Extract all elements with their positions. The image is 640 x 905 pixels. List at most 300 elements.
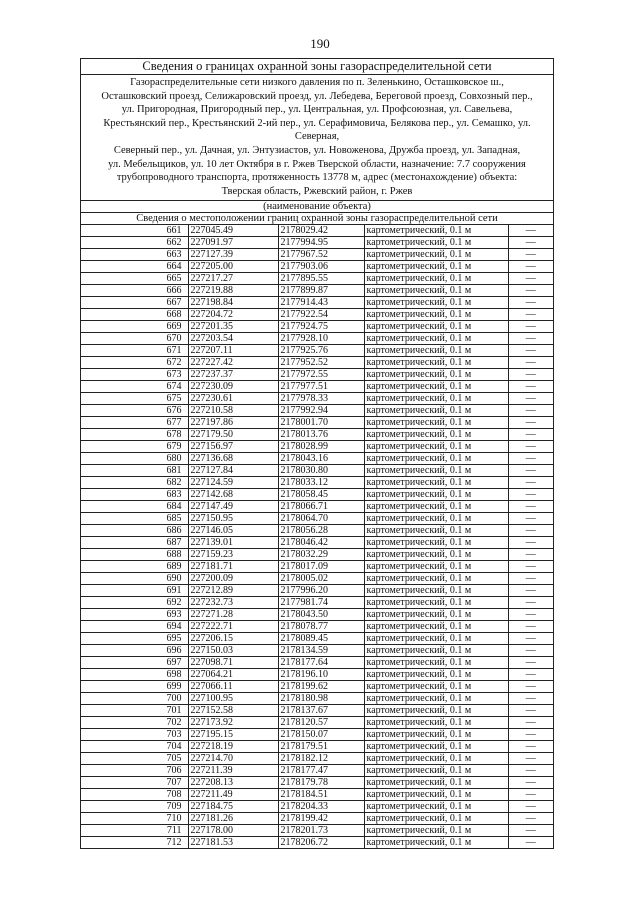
- point-number-cell: 697: [81, 657, 188, 669]
- error-mark-cell: —: [525, 837, 536, 849]
- method-accuracy-cell: картометрический, 0.1 м: [364, 429, 508, 441]
- error-mark-cell: —: [508, 225, 553, 237]
- x-coordinate-cell: 227139.01: [188, 537, 278, 549]
- y-coordinate-cell: 2178180.98: [278, 693, 364, 705]
- method-accuracy-cell: картометрический, 0.1 м: [364, 453, 508, 465]
- point-number-cell: 666: [81, 285, 188, 297]
- page-number: 190: [310, 36, 330, 51]
- table-row: [81, 405, 553, 417]
- table-row: [81, 393, 553, 405]
- error-mark-cell: —: [508, 705, 553, 717]
- y-coordinate-cell: 2177914.43: [278, 297, 364, 309]
- method-accuracy-cell: картометрический, 0.1 м: [364, 633, 508, 645]
- point-number-cell: 674: [81, 381, 188, 393]
- error-mark-cell: —: [508, 813, 553, 825]
- error-mark-cell: —: [508, 717, 553, 729]
- location-heading: Сведения о местоположении границ охранной зоны газораспределительной сети: [81, 213, 553, 225]
- table-row: [81, 645, 553, 657]
- table-row: [81, 621, 553, 633]
- x-coordinate-cell: 227127.84: [188, 465, 278, 477]
- document-table: [80, 58, 554, 849]
- error-mark-cell: —: [508, 357, 553, 369]
- y-coordinate-cell: 2178137.67: [278, 705, 364, 717]
- x-coordinate-cell: 227206.15: [188, 633, 278, 645]
- error-mark-cell: —: [508, 321, 553, 333]
- x-coordinate-cell: 227271.28: [188, 609, 278, 621]
- error-mark-cell: —: [508, 297, 553, 309]
- method-accuracy-cell: картометрический, 0.1 м: [364, 357, 508, 369]
- x-coordinate-cell: 227205.00: [188, 261, 278, 273]
- error-mark-cell: —: [508, 657, 553, 669]
- error-mark-cell: —: [508, 273, 553, 285]
- method-accuracy-cell: картометрический, 0.1 м: [364, 705, 508, 717]
- method-accuracy-cell: картометрический, 0.1 м: [364, 309, 508, 321]
- table-row: [81, 549, 553, 561]
- y-coordinate-cell: 2178184.51: [278, 789, 364, 801]
- error-mark-cell: —: [508, 381, 553, 393]
- method-accuracy-cell: картометрический, 0.1 м: [364, 573, 508, 585]
- table-row: [81, 573, 553, 585]
- y-coordinate-cell: 2178177.47: [278, 765, 364, 777]
- error-mark-cell: —: [508, 633, 553, 645]
- table-row: [81, 321, 553, 333]
- method-accuracy-cell: картометрический, 0.1 м: [364, 417, 508, 429]
- error-mark-cell: —: [508, 609, 553, 621]
- y-coordinate-cell: 2178046.42: [278, 537, 364, 549]
- method-accuracy-cell: картометрический, 0.1 м: [364, 393, 508, 405]
- method-accuracy-cell: картометрический, 0.1 м: [364, 825, 508, 837]
- x-coordinate-cell: 227219.88: [188, 285, 278, 297]
- y-coordinate-cell: 2177928.10: [278, 333, 364, 345]
- x-coordinate-cell: 227230.09: [188, 381, 278, 393]
- point-number-cell: 664: [81, 261, 188, 273]
- error-mark-cell: —: [508, 453, 553, 465]
- y-coordinate-cell: 2178013.76: [278, 429, 364, 441]
- method-accuracy-cell: картометрический, 0.1 м: [364, 501, 508, 513]
- point-number-cell: 690: [81, 573, 188, 585]
- point-number-cell: 678: [81, 429, 188, 441]
- coordinates-table-body: [81, 225, 553, 848]
- y-coordinate-cell: 2177996.20: [278, 585, 364, 597]
- point-number-cell: 708: [81, 789, 188, 801]
- method-accuracy-cell: картометрический, 0.1 м: [364, 369, 508, 381]
- table-row: [81, 669, 553, 681]
- point-number-cell: 662: [81, 237, 188, 249]
- y-coordinate-cell: 2178028.99: [278, 441, 364, 453]
- error-mark-cell: —: [508, 681, 553, 693]
- table-row: [81, 741, 553, 753]
- error-mark-cell: —: [508, 525, 553, 537]
- method-accuracy-cell: картометрический, 0.1 м: [364, 837, 508, 849]
- error-mark-cell: —: [508, 561, 553, 573]
- error-mark-cell: —: [508, 489, 553, 501]
- table-row: [81, 237, 553, 249]
- error-mark-cell: —: [508, 621, 553, 633]
- description-line: Северный пер., ул. Дачная, ул. Энтузиастов, ул. Новоженова, Дружба проезд, ул. Западная,: [113, 144, 521, 156]
- table-row: [81, 453, 553, 465]
- table-row: [81, 705, 553, 717]
- x-coordinate-cell: 227232.73: [188, 597, 278, 609]
- x-coordinate-cell: 227195.15: [188, 729, 278, 741]
- x-coordinate-cell: 227181.53: [188, 837, 278, 849]
- x-coordinate-cell: 227150.03: [188, 645, 278, 657]
- table-row: [81, 801, 553, 813]
- point-number-cell: 702: [81, 717, 188, 729]
- x-coordinate-cell: 227181.71: [188, 561, 278, 573]
- point-number-cell: 693: [81, 609, 188, 621]
- error-mark-cell: —: [508, 741, 553, 753]
- method-accuracy-cell: картометрический, 0.1 м: [364, 549, 508, 561]
- method-accuracy-cell: картометрический, 0.1 м: [364, 597, 508, 609]
- x-coordinate-cell: 227064.21: [188, 669, 278, 681]
- y-coordinate-cell: 2177952.52: [278, 357, 364, 369]
- x-coordinate-cell: 227207.11: [188, 345, 278, 357]
- point-number-cell: 705: [81, 753, 188, 765]
- point-number-cell: 701: [81, 705, 188, 717]
- method-accuracy-cell: картометрический, 0.1 м: [364, 345, 508, 357]
- x-coordinate-cell: 227218.19: [188, 741, 278, 753]
- y-coordinate-cell: 2178206.72: [278, 837, 364, 849]
- y-coordinate-cell: 2177967.52: [278, 249, 364, 261]
- point-number-cell: 704: [81, 741, 188, 753]
- error-mark-cell: —: [508, 333, 553, 345]
- point-number-cell: 682: [81, 477, 188, 489]
- y-coordinate-cell: 2178066.71: [278, 501, 364, 513]
- y-coordinate-cell: 2177922.54: [278, 309, 364, 321]
- point-number-cell: 710: [81, 813, 188, 825]
- error-mark-cell: —: [508, 465, 553, 477]
- x-coordinate-cell: 227212.89: [188, 585, 278, 597]
- x-coordinate-cell: 227214.70: [188, 753, 278, 765]
- point-number-cell: 711: [81, 825, 188, 837]
- error-mark-cell: —: [508, 309, 553, 321]
- method-accuracy-cell: картометрический, 0.1 м: [364, 261, 508, 273]
- y-coordinate-cell: 2178134.59: [278, 645, 364, 657]
- point-number-cell: 663: [81, 249, 188, 261]
- table-row: [81, 717, 553, 729]
- x-coordinate-cell: 227136.68: [188, 453, 278, 465]
- method-accuracy-cell: картометрический, 0.1 м: [364, 273, 508, 285]
- x-coordinate-cell: 227217.27: [188, 273, 278, 285]
- error-mark-cell: —: [508, 405, 553, 417]
- method-accuracy-cell: картометрический, 0.1 м: [364, 741, 508, 753]
- error-mark-cell: —: [508, 549, 553, 561]
- table-row: [81, 813, 553, 825]
- method-accuracy-cell: картометрический, 0.1 м: [364, 609, 508, 621]
- error-mark-cell: —: [508, 417, 553, 429]
- y-coordinate-cell: 2178177.64: [278, 657, 364, 669]
- point-number-cell: 696: [81, 645, 188, 657]
- x-coordinate-cell: 227066.11: [188, 681, 278, 693]
- y-coordinate-cell: 2177994.95: [278, 237, 364, 249]
- point-number-cell: 692: [81, 597, 188, 609]
- point-number-cell: 712: [81, 837, 188, 849]
- method-accuracy-cell: картометрический, 0.1 м: [364, 237, 508, 249]
- y-coordinate-cell: 2178204.33: [278, 801, 364, 813]
- description-line: ул. Пригородная, Пригородный пер., ул. Центральная, ул. Профсоюзная, ул. Савельева,: [121, 104, 513, 116]
- method-accuracy-cell: картометрический, 0.1 м: [364, 297, 508, 309]
- method-accuracy-cell: картометрический, 0.1 м: [364, 645, 508, 657]
- method-accuracy-cell: картометрический, 0.1 м: [364, 441, 508, 453]
- error-mark-cell: —: [508, 477, 553, 489]
- point-number-cell: 676: [81, 405, 188, 417]
- y-coordinate-cell: 2178029.42: [278, 225, 364, 237]
- y-coordinate-cell: 2178032.29: [278, 549, 364, 561]
- error-mark-cell: —: [508, 501, 553, 513]
- table-row: [81, 633, 553, 645]
- method-accuracy-cell: картометрический, 0.1 м: [364, 537, 508, 549]
- object-name-caption: (наименование объекта): [81, 201, 553, 213]
- method-accuracy-cell: картометрический, 0.1 м: [364, 777, 508, 789]
- error-mark-cell: —: [508, 441, 553, 453]
- x-coordinate-cell: 227237.37: [188, 369, 278, 381]
- point-number-cell: 686: [81, 525, 188, 537]
- point-number-cell: 703: [81, 729, 188, 741]
- error-mark-cell: —: [508, 261, 553, 273]
- y-coordinate-cell: 2178120.57: [278, 717, 364, 729]
- x-coordinate-cell: 227178.00: [188, 825, 278, 837]
- x-coordinate-cell: 227184.75: [188, 801, 278, 813]
- x-coordinate-cell: 227211.39: [188, 765, 278, 777]
- method-accuracy-cell: картометрический, 0.1 м: [364, 285, 508, 297]
- method-accuracy-cell: картометрический, 0.1 м: [364, 381, 508, 393]
- x-coordinate-cell: 227127.39: [188, 249, 278, 261]
- point-number-cell: 709: [81, 801, 188, 813]
- error-mark-cell: —: [508, 537, 553, 549]
- y-coordinate-cell: 2178001.70: [278, 417, 364, 429]
- y-coordinate-cell: 2178056.28: [278, 525, 364, 537]
- point-number-cell: 706: [81, 765, 188, 777]
- table-row: [81, 345, 553, 357]
- point-number-cell: 671: [81, 345, 188, 357]
- table-row: [81, 777, 553, 789]
- point-number-cell: 673: [81, 369, 188, 381]
- method-accuracy-cell: картометрический, 0.1 м: [364, 489, 508, 501]
- method-accuracy-cell: картометрический, 0.1 м: [364, 717, 508, 729]
- y-coordinate-cell: 2178033.12: [278, 477, 364, 489]
- point-number-cell: 699: [81, 681, 188, 693]
- table-row: [81, 369, 553, 381]
- x-coordinate-cell: 227211.49: [188, 789, 278, 801]
- x-coordinate-cell: 227222.71: [188, 621, 278, 633]
- table-row: [81, 225, 553, 237]
- document-title: Сведения о границах охранной зоны газораспределительной сети: [81, 59, 553, 75]
- point-number-cell: 680: [81, 453, 188, 465]
- table-row: [81, 489, 553, 501]
- method-accuracy-cell: картометрический, 0.1 м: [364, 477, 508, 489]
- error-mark-cell: —: [508, 765, 553, 777]
- y-coordinate-cell: 2178017.09: [278, 561, 364, 573]
- x-coordinate-cell: 227045.49: [188, 225, 278, 237]
- table-row: [81, 585, 553, 597]
- table-row: [81, 465, 553, 477]
- point-number-cell: 675: [81, 393, 188, 405]
- method-accuracy-cell: картометрический, 0.1 м: [364, 657, 508, 669]
- point-number-cell: 683: [81, 489, 188, 501]
- point-number-cell: 688: [81, 549, 188, 561]
- y-coordinate-cell: 2178064.70: [278, 513, 364, 525]
- error-mark-cell: —: [508, 753, 553, 765]
- y-coordinate-cell: 2177925.76: [278, 345, 364, 357]
- error-mark-cell: —: [508, 237, 553, 249]
- error-mark-cell: —: [508, 573, 553, 585]
- x-coordinate-cell: 227197.86: [188, 417, 278, 429]
- table-row: [81, 513, 553, 525]
- error-mark-cell: —: [508, 777, 553, 789]
- x-coordinate-cell: 227208.13: [188, 777, 278, 789]
- error-mark-cell: —: [508, 393, 553, 405]
- point-number-cell: 707: [81, 777, 188, 789]
- y-coordinate-cell: 2177899.87: [278, 285, 364, 297]
- table-row: [81, 501, 553, 513]
- method-accuracy-cell: картометрический, 0.1 м: [364, 753, 508, 765]
- description-line: трубопроводного транспорта, протяженность 13778 м, адрес (местонахождение) объекта:: [116, 172, 518, 184]
- table-row: [81, 525, 553, 537]
- x-coordinate-cell: 227181.26: [188, 813, 278, 825]
- error-mark-cell: —: [508, 729, 553, 741]
- y-coordinate-cell: 2178196.10: [278, 669, 364, 681]
- table-row: [81, 381, 553, 393]
- x-coordinate-cell: 227147.49: [188, 501, 278, 513]
- y-coordinate-cell: 2177924.75: [278, 321, 364, 333]
- error-mark-cell: —: [508, 801, 553, 813]
- table-row: [81, 837, 553, 849]
- x-coordinate-cell: 227204.72: [188, 309, 278, 321]
- table-row: [81, 561, 553, 573]
- error-mark-cell: —: [508, 285, 553, 297]
- error-mark-cell: —: [508, 345, 553, 357]
- error-mark-cell: —: [508, 369, 553, 381]
- description-line: Газораспределительные сети низкого давления по п. Зеленькино, Осташковское ш.,: [130, 77, 504, 88]
- point-number-cell: 679: [81, 441, 188, 453]
- point-number-cell: 695: [81, 633, 188, 645]
- y-coordinate-cell: 2177981.74: [278, 597, 364, 609]
- table-row: [81, 273, 553, 285]
- y-coordinate-cell: 2178043.16: [278, 453, 364, 465]
- table-row: [81, 789, 553, 801]
- method-accuracy-cell: картометрический, 0.1 м: [364, 813, 508, 825]
- method-accuracy-cell: картометрический, 0.1 м: [364, 681, 508, 693]
- table-row: [81, 537, 553, 549]
- table-row: [81, 309, 553, 321]
- method-accuracy-cell: картометрический, 0.1 м: [364, 321, 508, 333]
- y-coordinate-cell: 2178199.42: [278, 813, 364, 825]
- method-accuracy-cell: картометрический, 0.1 м: [364, 333, 508, 345]
- error-mark-cell: —: [508, 597, 553, 609]
- y-coordinate-cell: 2178078.77: [278, 621, 364, 633]
- x-coordinate-cell: 227150.95: [188, 513, 278, 525]
- method-accuracy-cell: картометрический, 0.1 м: [364, 465, 508, 477]
- method-accuracy-cell: картометрический, 0.1 м: [364, 765, 508, 777]
- table-row: [81, 261, 553, 273]
- table-row: [81, 297, 553, 309]
- y-coordinate-cell: 2178058.45: [278, 489, 364, 501]
- method-accuracy-cell: картометрический, 0.1 м: [364, 729, 508, 741]
- x-coordinate-cell: 227146.05: [188, 525, 278, 537]
- table-row: [81, 357, 553, 369]
- point-number-cell: 694: [81, 621, 188, 633]
- method-accuracy-cell: картометрический, 0.1 м: [364, 621, 508, 633]
- table-row: [81, 825, 553, 837]
- y-coordinate-cell: 2177978.33: [278, 393, 364, 405]
- method-accuracy-cell: картометрический, 0.1 м: [364, 249, 508, 261]
- y-coordinate-cell: 2178089.45: [278, 633, 364, 645]
- point-number-cell: 681: [81, 465, 188, 477]
- error-mark-cell: —: [508, 585, 553, 597]
- point-number-cell: 691: [81, 585, 188, 597]
- coordinates-table: [81, 225, 553, 848]
- x-coordinate-cell: 227173.92: [188, 717, 278, 729]
- point-number-cell: 661: [81, 225, 188, 237]
- method-accuracy-cell: картометрический, 0.1 м: [364, 225, 508, 237]
- y-coordinate-cell: 2178030.80: [278, 465, 364, 477]
- x-coordinate-cell: 227142.68: [188, 489, 278, 501]
- table-row: [81, 609, 553, 621]
- method-accuracy-cell: картометрический, 0.1 м: [364, 405, 508, 417]
- error-mark-cell: —: [508, 249, 553, 261]
- y-coordinate-cell: 2177972.55: [278, 369, 364, 381]
- point-number-cell: 698: [81, 669, 188, 681]
- table-row: [81, 285, 553, 297]
- method-accuracy-cell: картометрический, 0.1 м: [364, 789, 508, 801]
- table-row: [81, 429, 553, 441]
- table-row: [81, 417, 553, 429]
- method-accuracy-cell: картометрический, 0.1 м: [364, 585, 508, 597]
- y-coordinate-cell: 2178179.51: [278, 741, 364, 753]
- y-coordinate-cell: 2178199.62: [278, 681, 364, 693]
- point-number-cell: 684: [81, 501, 188, 513]
- point-number-cell: 670: [81, 333, 188, 345]
- method-accuracy-cell: картометрический, 0.1 м: [364, 561, 508, 573]
- method-accuracy-cell: картометрический, 0.1 м: [364, 801, 508, 813]
- error-mark-cell: —: [508, 645, 553, 657]
- point-number-cell: 669: [81, 321, 188, 333]
- table-row: [81, 597, 553, 609]
- method-accuracy-cell: картометрический, 0.1 м: [364, 669, 508, 681]
- x-coordinate-cell: 227210.58: [188, 405, 278, 417]
- table-row: [81, 753, 553, 765]
- table-row: [81, 657, 553, 669]
- description-line: Осташковский проезд, Селижаровский проезд, ул. Лебедева, Береговой проезд, Совхозный пер.,: [101, 90, 533, 102]
- x-coordinate-cell: 227156.97: [188, 441, 278, 453]
- x-coordinate-cell: 227124.59: [188, 477, 278, 489]
- x-coordinate-cell: 227227.42: [188, 357, 278, 369]
- x-coordinate-cell: 227203.54: [188, 333, 278, 345]
- x-coordinate-cell: 227201.35: [188, 321, 278, 333]
- y-coordinate-cell: 2177992.94: [278, 405, 364, 417]
- table-row: [81, 441, 553, 453]
- point-number-cell: 667: [81, 297, 188, 309]
- y-coordinate-cell: 2178182.12: [278, 753, 364, 765]
- x-coordinate-cell: 227159.23: [188, 549, 278, 561]
- point-number-cell: 689: [81, 561, 188, 573]
- error-mark-cell: —: [508, 513, 553, 525]
- x-coordinate-cell: 227198.84: [188, 297, 278, 309]
- y-coordinate-cell: 2177977.51: [278, 381, 364, 393]
- y-coordinate-cell: 2178005.02: [278, 573, 364, 585]
- method-accuracy-cell: картометрический, 0.1 м: [364, 693, 508, 705]
- point-number-cell: 668: [81, 309, 188, 321]
- y-coordinate-cell: 2178150.07: [278, 729, 364, 741]
- point-number-cell: 665: [81, 273, 188, 285]
- table-row: [81, 693, 553, 705]
- error-mark-cell: —: [508, 429, 553, 441]
- point-number-cell: 677: [81, 417, 188, 429]
- y-coordinate-cell: 2178201.73: [278, 825, 364, 837]
- y-coordinate-cell: 2177903.06: [278, 261, 364, 273]
- method-accuracy-cell: картометрический, 0.1 м: [364, 513, 508, 525]
- x-coordinate-cell: 227230.61: [188, 393, 278, 405]
